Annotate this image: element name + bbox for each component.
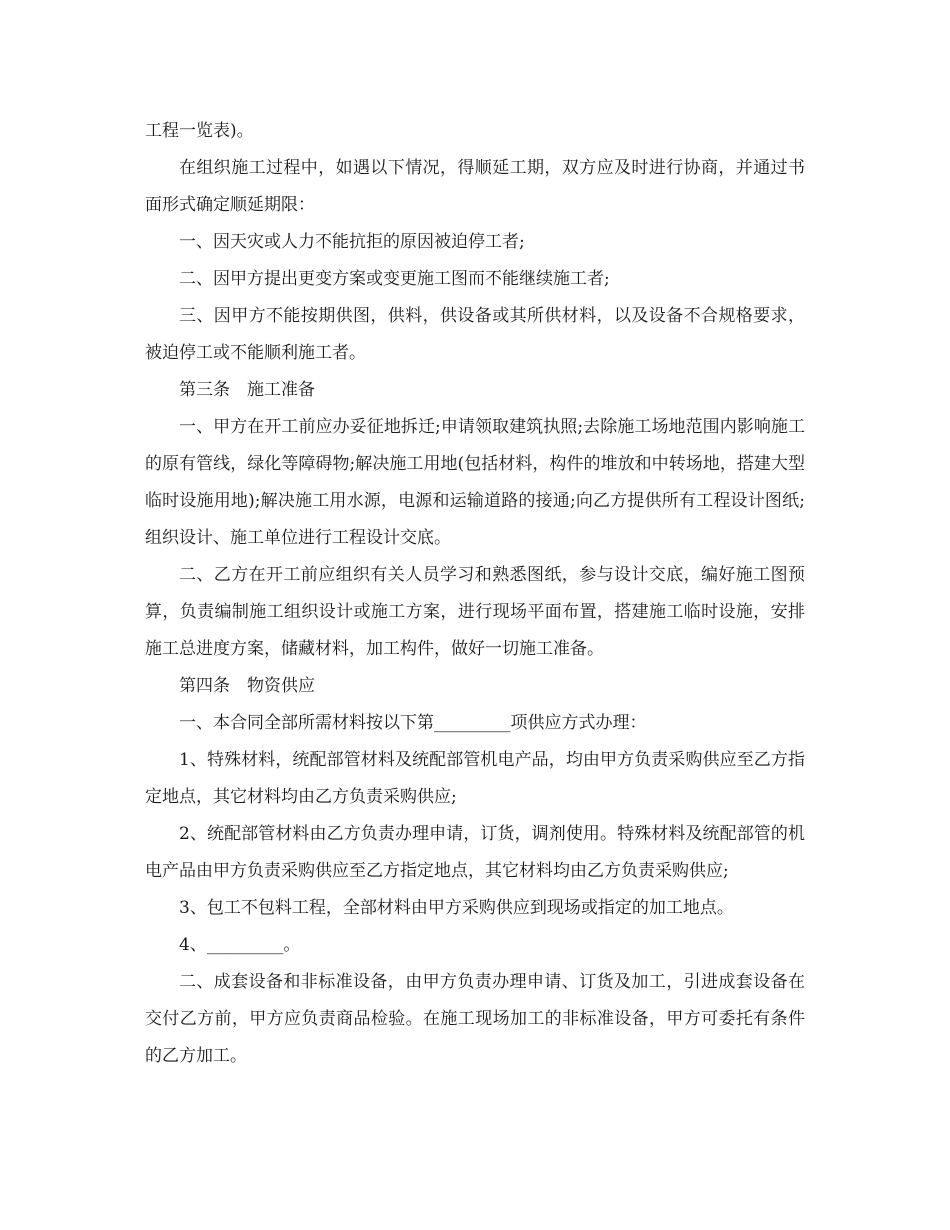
paragraph-prep-party-a: 一、甲方在开工前应办妥征地拆迁;申请领取建筑执照;去除施工场地范围内影响施工的原有管线，绿化等障碍物;解决施工用地(包括材料，构件的堆放和中转场地，搭建大型临时设施用地);解决施工用水源，电源和运输道路的接通;向乙方提供所有工程设计图纸;组织设计、施工单位进行工程设计交底。 (145, 417, 805, 548)
paragraph-delay-intro: 在组织施工过程中，如遇以下情况，得顺延工期，双方应及时进行协商，并通过书面形式确定顺延期限： (145, 158, 805, 215)
paragraph-delay-item-1: 一、因天灾或人力不能抗拒的原因被迫停工者; (179, 232, 525, 252)
paragraph-delay-item-3: 三、因甲方不能按期供图，供料，供设备或其所供材料，以及设备不合规格要求，被迫停工或不能顺利施工者。 (145, 306, 805, 363)
paragraph-supply-option-1: 1、特殊材料，统配部管材料及统配部管机电产品，均由甲方负责采购供应至乙方指定地点，其它材料均由乙方负责采购供应; (145, 750, 805, 807)
paragraph-supply-method: 一、本合同全部所需材料按以下第_________项供应方式办理： (179, 713, 647, 733)
document-body (145, 113, 805, 1075)
article-4-heading: 第四条 物资供应 (179, 676, 315, 696)
paragraph-equipment: 二、成套设备和非标准设备，由甲方负责办理申请、订货及加工，引进成套设备在交付乙方前，甲方应负责商品检验。在施工现场加工的非标准设备，甲方可委托有条件的乙方加工。 (145, 972, 805, 1066)
paragraph-continuation: 工程一览表)。 (145, 121, 254, 141)
paragraph-prep-party-b: 二、乙方在开工前应组织有关人员学习和熟悉图纸，参与设计交底，编好施工图预算，负责编制施工组织设计或施工方案，进行现场平面布置，搭建施工临时设施，安排施工总进度方案，储藏材料，加工构件，做好一切施工准备。 (145, 565, 805, 659)
paragraph-delay-item-2: 二、因甲方提出更变方案或变更施工图而不能继续施工者; (179, 269, 610, 289)
paragraph-supply-option-4: 4、_________。 (179, 935, 301, 955)
paragraph-supply-option-3: 3、包工不包料工程，全部材料由甲方采购供应到现场或指定的加工地点。 (179, 898, 734, 918)
paragraph-supply-option-2: 2、统配部管材料由乙方负责办理申请，订货，调剂使用。特殊材料及统配部管的机电产品由甲方负责采购供应至乙方指定地点，其它材料均由乙方负责采购供应; (145, 824, 805, 881)
article-3-heading: 第三条 施工准备 (179, 380, 315, 400)
